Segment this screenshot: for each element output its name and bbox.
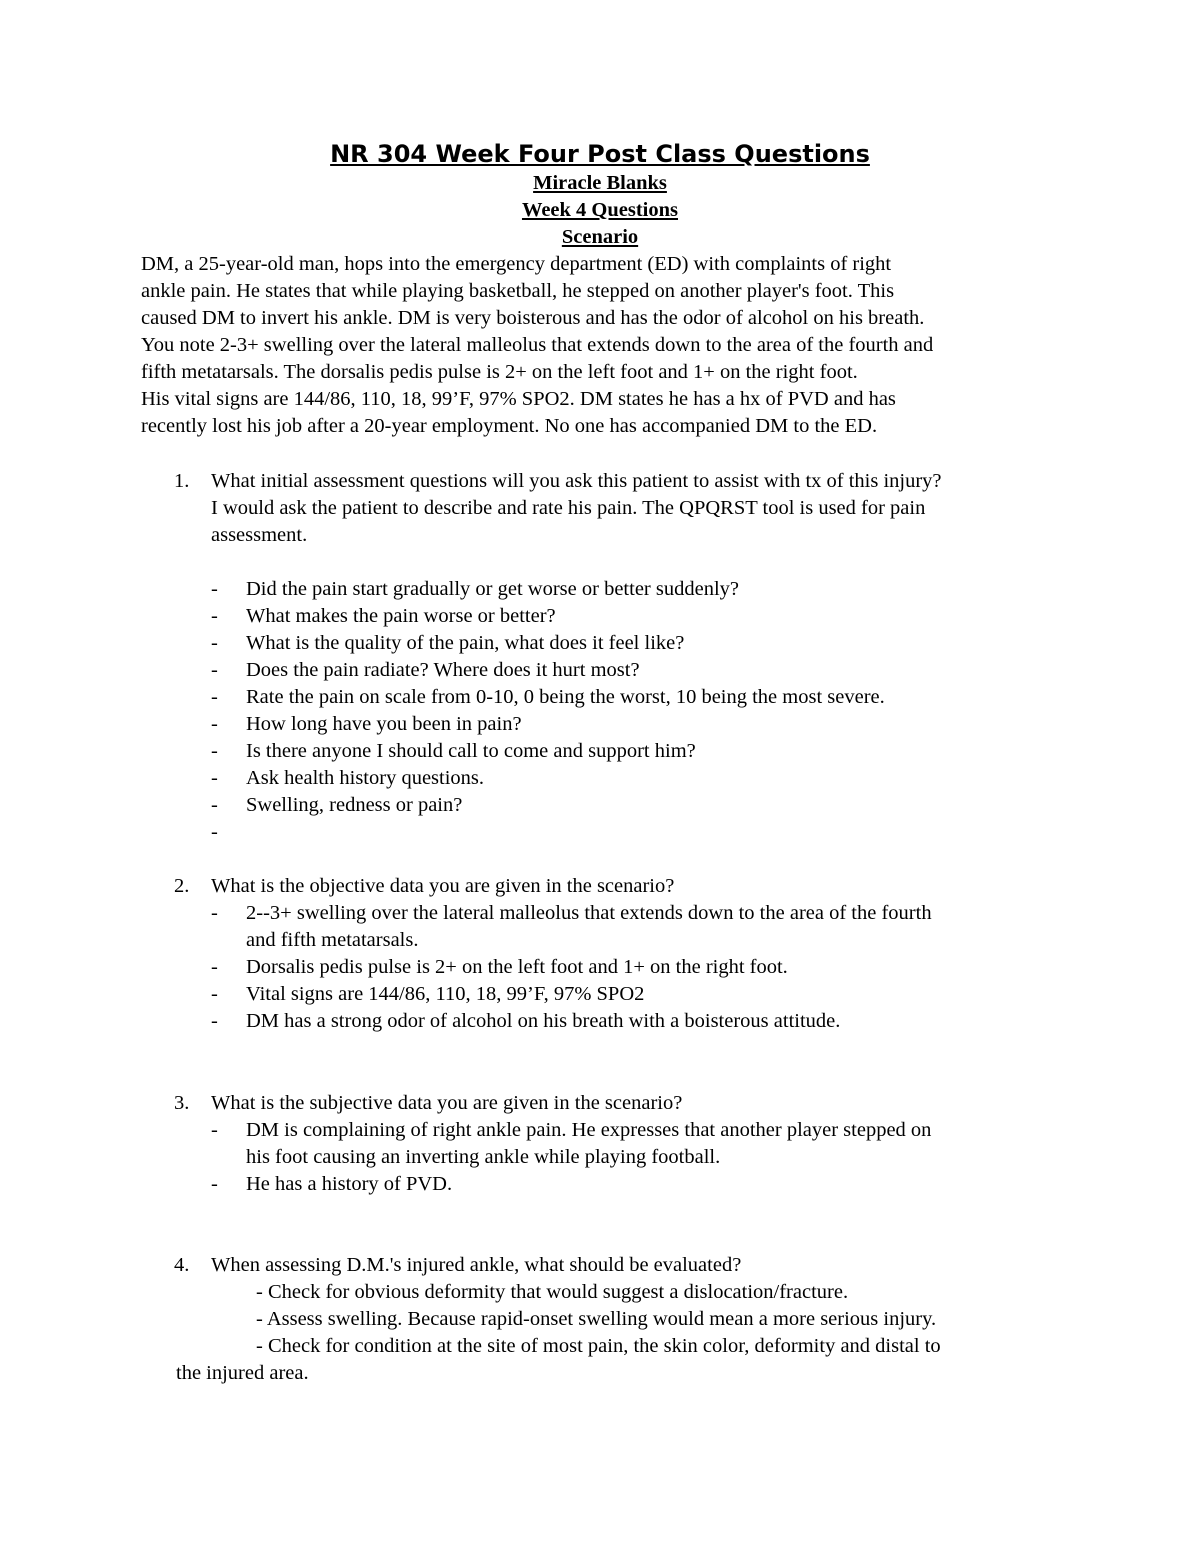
question-number: 4.: [174, 1254, 190, 1276]
scenario-line: You note 2-3+ swelling over the lateral malleolus that extends down to the area of the fourth and: [141, 334, 934, 356]
list-item: Swelling, redness or pain?: [246, 794, 463, 816]
answer-line: assessment.: [211, 524, 308, 546]
bullet-dash: -: [211, 983, 218, 1005]
list-item: What makes the pain worse or better?: [246, 605, 556, 627]
list-item: He has a history of PVD.: [246, 1173, 453, 1195]
evaluation-item: - Check for condition at the site of most pain, the skin color, deformity and distal to: [256, 1335, 941, 1357]
bullet-dash: -: [211, 740, 218, 762]
subtitle: Week 4 Questions: [521, 199, 679, 221]
question-text: What initial assessment questions will you ask this patient to assist with tx of this injury?: [211, 470, 942, 492]
bullet-dash: -: [211, 821, 218, 843]
question-number: 1.: [174, 470, 190, 492]
bullet-dash: -: [211, 1010, 218, 1032]
list-item: Did the pain start gradually or get worse or better suddenly?: [246, 578, 739, 600]
bullet-dash: -: [211, 902, 218, 924]
list-item: Ask health history questions.: [246, 767, 485, 789]
bullet-dash: -: [211, 578, 218, 600]
question-text: What is the objective data you are given in the scenario?: [211, 875, 675, 897]
list-item: How long have you been in pain?: [246, 713, 522, 735]
list-item: Does the pain radiate? Where does it hurt most?: [246, 659, 640, 681]
scenario-line: fifth metatarsals. The dorsalis pedis pulse is 2+ on the left foot and 1+ on the right foot.: [141, 361, 858, 383]
bullet-dash: -: [211, 605, 218, 627]
list-item: Rate the pain on scale from 0-10, 0 being the worst, 10 being the most severe.: [246, 686, 885, 708]
scenario-line: DM, a 25-year-old man, hops into the emergency department (ED) with complaints of right: [141, 253, 892, 275]
list-item: Dorsalis pedis pulse is 2+ on the left foot and 1+ on the right foot.: [246, 956, 788, 978]
bullet-dash: -: [211, 659, 218, 681]
list-item-continuation: his foot causing an inverting ankle while playing football.: [246, 1146, 721, 1168]
bullet-dash: -: [211, 794, 218, 816]
question-number: 3.: [174, 1092, 190, 1114]
scenario-line: recently lost his job after a 20-year employment. No one has accompanied DM to the ED.: [141, 415, 878, 437]
scenario-line: His vital signs are 144/86, 110, 18, 99’F, 97% SPO2. DM states he has a hx of PVD and has: [141, 388, 896, 410]
evaluation-item: - Check for obvious deformity that would suggest a dislocation/fracture.: [256, 1281, 849, 1303]
list-item: DM has a strong odor of alcohol on his breath with a boisterous attitude.: [246, 1010, 841, 1032]
question-text: When assessing D.M.'s injured ankle, what should be evaluated?: [211, 1254, 742, 1276]
evaluation-item: - Assess swelling. Because rapid-onset swelling would mean a more serious injury.: [256, 1308, 937, 1330]
answer-line: I would ask the patient to describe and rate his pain. The QPQRST tool is used for pain: [211, 497, 926, 519]
bullet-dash: -: [211, 713, 218, 735]
bullet-dash: -: [211, 686, 218, 708]
question-number: 2.: [174, 875, 190, 897]
scenario-line: ankle pain. He states that while playing basketball, he stepped on another player's foot. This: [141, 280, 895, 302]
scenario-paragraph: [141, 251, 1071, 440]
bullet-dash: -: [211, 632, 218, 654]
bullet-dash: -: [211, 956, 218, 978]
author-name: Miracle Blanks: [533, 172, 667, 194]
list-item: Is there anyone I should call to come and support him?: [246, 740, 696, 762]
list-item: 2--3+ swelling over the lateral malleolus that extends down to the area of the fourth: [246, 902, 932, 924]
scenario-heading: Scenario: [561, 226, 639, 248]
list-item: What is the quality of the pain, what does it feel like?: [246, 632, 685, 654]
list-item-continuation: and fifth metatarsals.: [246, 929, 419, 951]
bullet-dash: -: [211, 1173, 218, 1195]
scenario-line: caused DM to invert his ankle. DM is very boisterous and has the odor of alcohol on his breath.: [141, 307, 925, 329]
document-title: NR 304 Week Four Post Class Questions: [330, 140, 870, 168]
list-item: Vital signs are 144/86, 110, 18, 99’F, 97% SPO2: [246, 983, 645, 1005]
bullet-dash: -: [211, 767, 218, 789]
evaluation-item-continuation: the injured area.: [176, 1362, 309, 1384]
bullet-dash: -: [211, 1119, 218, 1141]
list-item: DM is complaining of right ankle pain. He expresses that another player stepped on: [246, 1119, 932, 1141]
question-text: What is the subjective data you are given in the scenario?: [211, 1092, 683, 1114]
